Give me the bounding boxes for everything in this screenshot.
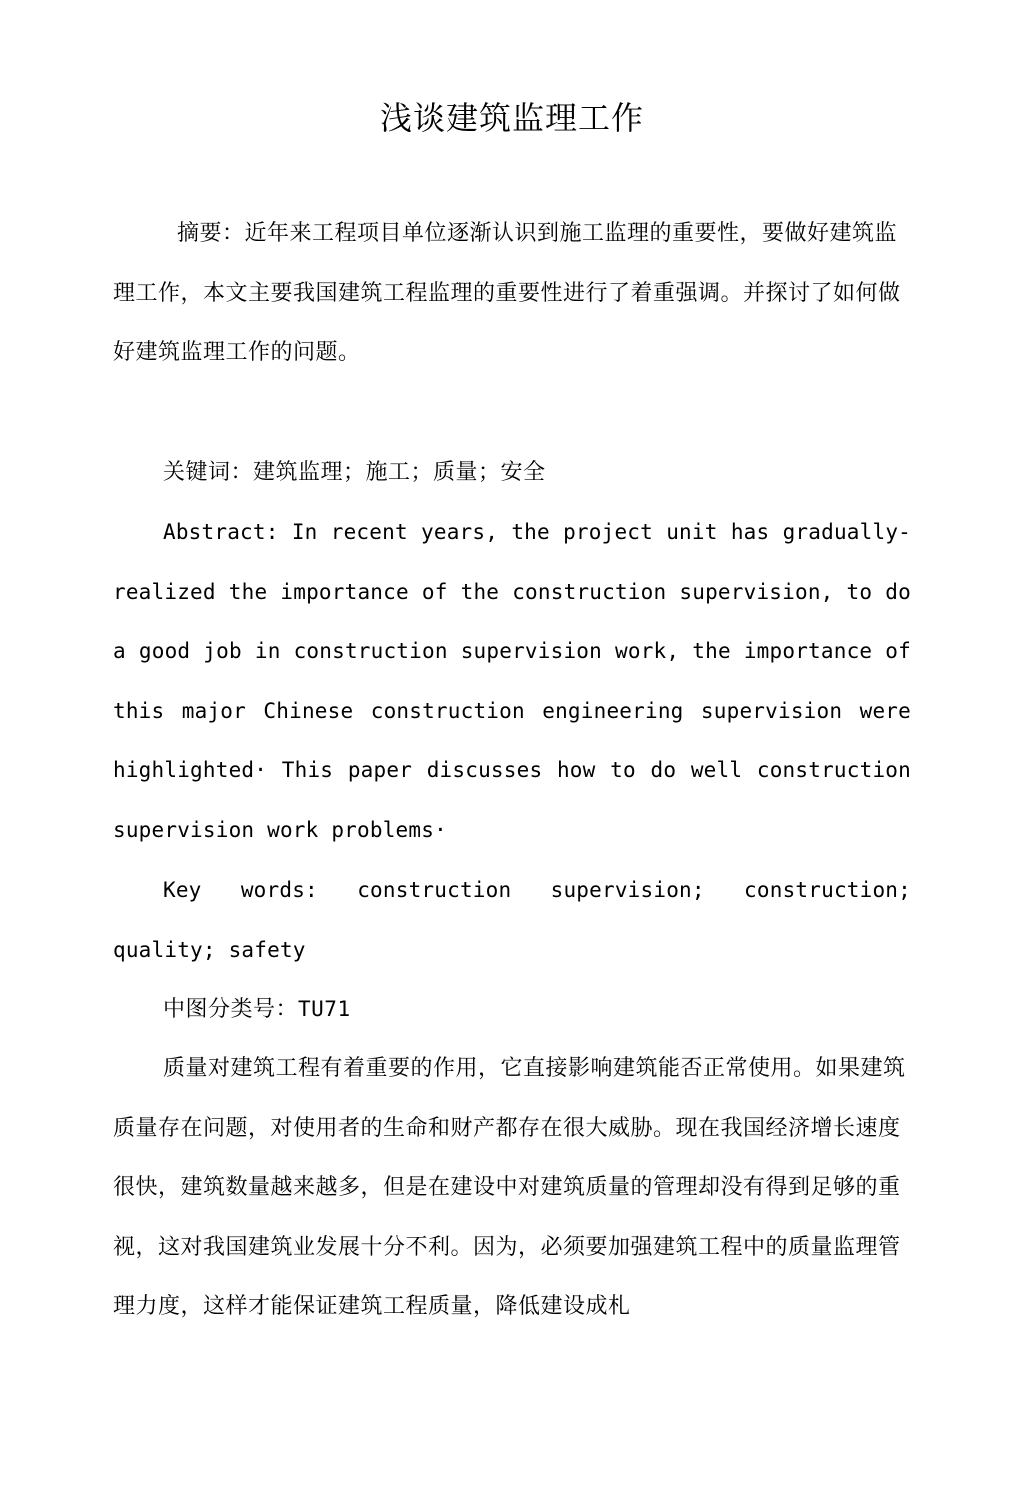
keywords-en-label: Key words:	[163, 878, 358, 902]
classification-label: 中图分类号：	[163, 997, 299, 1022]
classification-value: TU71	[298, 997, 351, 1021]
keywords-cn-text: 建筑监理；施工；质量；安全	[253, 460, 546, 485]
keywords-en	[113, 861, 911, 980]
body-paragraph: 质量对建筑工程有着重要的作用，它直接影响建筑能否正常使用。如果建筑质量存在问题，对使用者的生命和财产都存在很大威胁。现在我国经济增长速度很快，建筑数量越来越多，但是在建设中对建筑质量的管理却没有得到足够的重视，这对我国建筑业发展十分不利。因为，必须要加强建筑工程中的质量监理管理力度，这样才能保证建筑工程质量，降低建设成札	[113, 1056, 906, 1320]
abstract-cn	[113, 204, 911, 383]
abstract-cn-text: 近年来工程项目单位逐渐认识到施工监理的重要性，要做好建筑监理工作，本文主要我国建筑工程监理的重要性进行了着重强调。并探讨了如何做好建筑监理工作的问题。	[113, 221, 901, 366]
abstract-cn-label: 摘要：	[177, 221, 245, 246]
keywords-cn-label: 关键词：	[163, 460, 254, 485]
keywords-cn	[113, 443, 911, 503]
document-title: 浅谈建筑监理工作	[379, 99, 644, 137]
keywords-en-text: construction supervision; construction; quality; safety	[113, 878, 911, 962]
abstract-en	[113, 503, 911, 861]
classification-number	[113, 980, 911, 1040]
abstract-en-label: Abstract:	[163, 520, 292, 544]
abstract-en-text: In recent years, the project unit has gradually-realized the importance of the construction supervision, to do a good job in construction supervision work, the importance of this major Chinese construction engineering supervision were highlighted· This paper discusses how to do well construction supervision work problems·	[113, 520, 912, 842]
